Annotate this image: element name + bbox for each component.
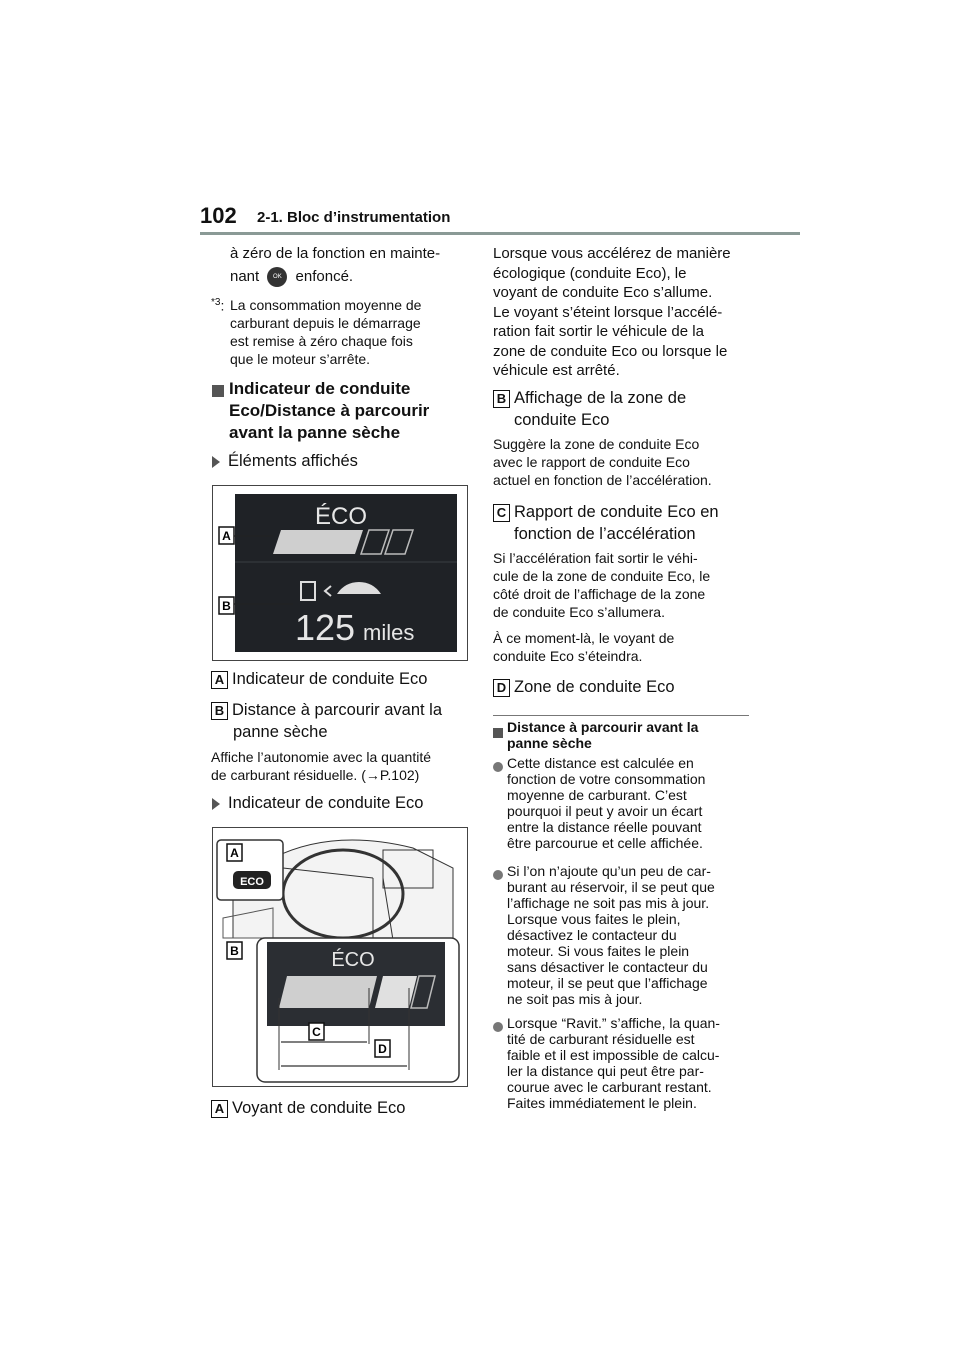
- svg-text:A: A: [230, 846, 239, 860]
- note-heading: Distance à parcourir avant la panne sèche: [507, 719, 699, 751]
- item-b-text: Distance à parcourir avant la: [232, 701, 443, 719]
- para-line: voyant de conduite Eco s’allume.: [493, 284, 713, 301]
- svg-text:A: A: [222, 529, 231, 543]
- item-b-desc: [211, 748, 431, 784]
- item-a: [211, 668, 427, 690]
- para-line: ration fait sortir le véhicule de la: [493, 323, 704, 340]
- para-line: zone de conduite Eco ou lorsque le: [493, 342, 728, 360]
- svg-text:B: B: [222, 599, 231, 613]
- page-number: 102: [200, 203, 237, 228]
- item-b-right-desc: Suggère la zone de conduite Eco avec le rapport de conduite Eco actuel en fonction de l’accélération.: [493, 436, 712, 488]
- section-title: 2-1. Bloc d’instrumentation: [257, 209, 451, 226]
- svg-text:B: B: [230, 944, 239, 958]
- label-a-box: A: [211, 671, 228, 689]
- label-a-box: A: [211, 1100, 228, 1118]
- fig2-title: ÉCO: [331, 949, 375, 971]
- section-heading: [229, 378, 429, 444]
- note-item-1: Cette distance est calculée en fonction de votre consommation moyenne de carburant. C’est pourquoi il peut y avoir un écart entre la distance réelle pouvant être parcourue et celle affichée.: [507, 755, 706, 851]
- footnote-line: La consommation moyenne de: [230, 297, 422, 313]
- svg-text:ECO: ECO: [240, 876, 264, 888]
- ok-button-icon: OK: [267, 267, 287, 287]
- footnote-line: carburant depuis le démarrage: [230, 315, 421, 331]
- para-line: Lorsque vous accélérez de manière: [493, 245, 731, 262]
- item-b-title-2: conduite Eco: [514, 411, 610, 429]
- triangle-icon: [212, 456, 220, 468]
- fig1-distance: 125: [295, 607, 356, 648]
- desc-line: Affiche l’autonomie avec la quantité: [211, 749, 431, 765]
- figure-eco-display: [212, 485, 468, 661]
- figure-eco-indicator: [212, 827, 468, 1087]
- heading-line: avant la panne sèche: [229, 423, 401, 442]
- header-rule: [200, 232, 800, 235]
- svg-text:C: C: [312, 1025, 321, 1039]
- label-d-box: D: [493, 679, 510, 697]
- heading-line: Eco/Distance à parcourir: [229, 401, 430, 420]
- para-line: écologique (conduite Eco), le: [493, 264, 687, 282]
- subheading-text: Éléments affichés: [228, 452, 358, 470]
- svg-text:D: D: [378, 1042, 387, 1056]
- item-a2: [211, 1097, 405, 1119]
- intro-text-b: enfoncé.: [295, 268, 354, 285]
- item-d: D Zone de conduite Eco: [493, 676, 675, 698]
- note-rule: [493, 715, 749, 716]
- heading-line: Indicateur de conduite: [229, 379, 411, 398]
- label-c-box: C: [493, 504, 510, 522]
- subheading-eco-indicator: [212, 792, 423, 814]
- note-item-2: Si l’on n’ajoute qu’un peu de car- burant au réservoir, il se peut que l’affichage ne soit pas mis à jour. Lorsque vous faites le plein, désactivez le contacteur du moteur. Si vous faites le plein sans désactiver le contacteur du moteur, il se peut que l’affichage ne soit pas mis à jour.: [507, 863, 715, 1007]
- item-c-desc: Si l’accélération fait sortir le véhi- cule de la zone de conduite Eco, le côté droit de l’affichage de la zone de conduite Eco s’allumera.: [493, 550, 711, 620]
- note-item-3: Lorsque “Ravit.” s’affiche, la quan- tité de carburant résiduelle est faible et il est impossible de calcu- ler la distance qui peut être par- courue avec le carburant restant. Faites immédiatement le plein.: [507, 1015, 720, 1111]
- footnote: $^{*3}$:: [211, 297, 225, 314]
- item-b-line-2: panne sèche: [233, 723, 328, 741]
- note-bullet-2: [493, 867, 503, 885]
- eco-display-illustration: [213, 486, 467, 660]
- intro-text-a: nant: [230, 268, 260, 285]
- item-c-desc-2: À ce moment-là, le voyant de conduite Eco s’éteindra.: [493, 630, 675, 664]
- fig1-unit: miles: [363, 620, 415, 645]
- item-a-text: Indicateur de conduite Eco: [232, 670, 428, 688]
- item-a2-text: Voyant de conduite Eco: [232, 1099, 406, 1117]
- footnote-line: est remise à zéro chaque fois: [230, 333, 413, 349]
- triangle-icon: [212, 798, 220, 810]
- intro-line-2: [230, 267, 353, 287]
- para-line: Le voyant s’éteint lorsque l’accélé-: [493, 303, 723, 321]
- fig1-title: ÉCO: [314, 503, 368, 530]
- item-b: [211, 699, 442, 721]
- item-c-title: C Rapport de conduite Eco en: [493, 501, 719, 523]
- subheading-elements: [212, 450, 358, 472]
- item-b-title: B Affichage de la zone de: [493, 387, 686, 409]
- note-bullet-1: [493, 759, 503, 777]
- footnote-mark: *3: [211, 297, 221, 308]
- intro-line-1: à zéro de la fonction en mainte-: [230, 245, 441, 262]
- label-b-box: B: [493, 390, 510, 408]
- desc-line: de carburant résiduelle. (→P.102): [211, 767, 420, 783]
- dashboard-illustration: [213, 828, 467, 1086]
- footnote-line: que le moteur s’arrête.: [230, 351, 371, 367]
- para-line: véhicule est arrêté.: [493, 362, 620, 379]
- note-bullet-3: [493, 1019, 503, 1037]
- label-b-box: B: [211, 702, 228, 720]
- right-para-1: [493, 244, 731, 381]
- subheading-text: Indicateur de conduite Eco: [228, 794, 424, 812]
- footnote-text: [230, 296, 421, 368]
- section-heading-bullet: [212, 384, 230, 402]
- item-c-title-2: fonction de l’accélération: [514, 525, 696, 543]
